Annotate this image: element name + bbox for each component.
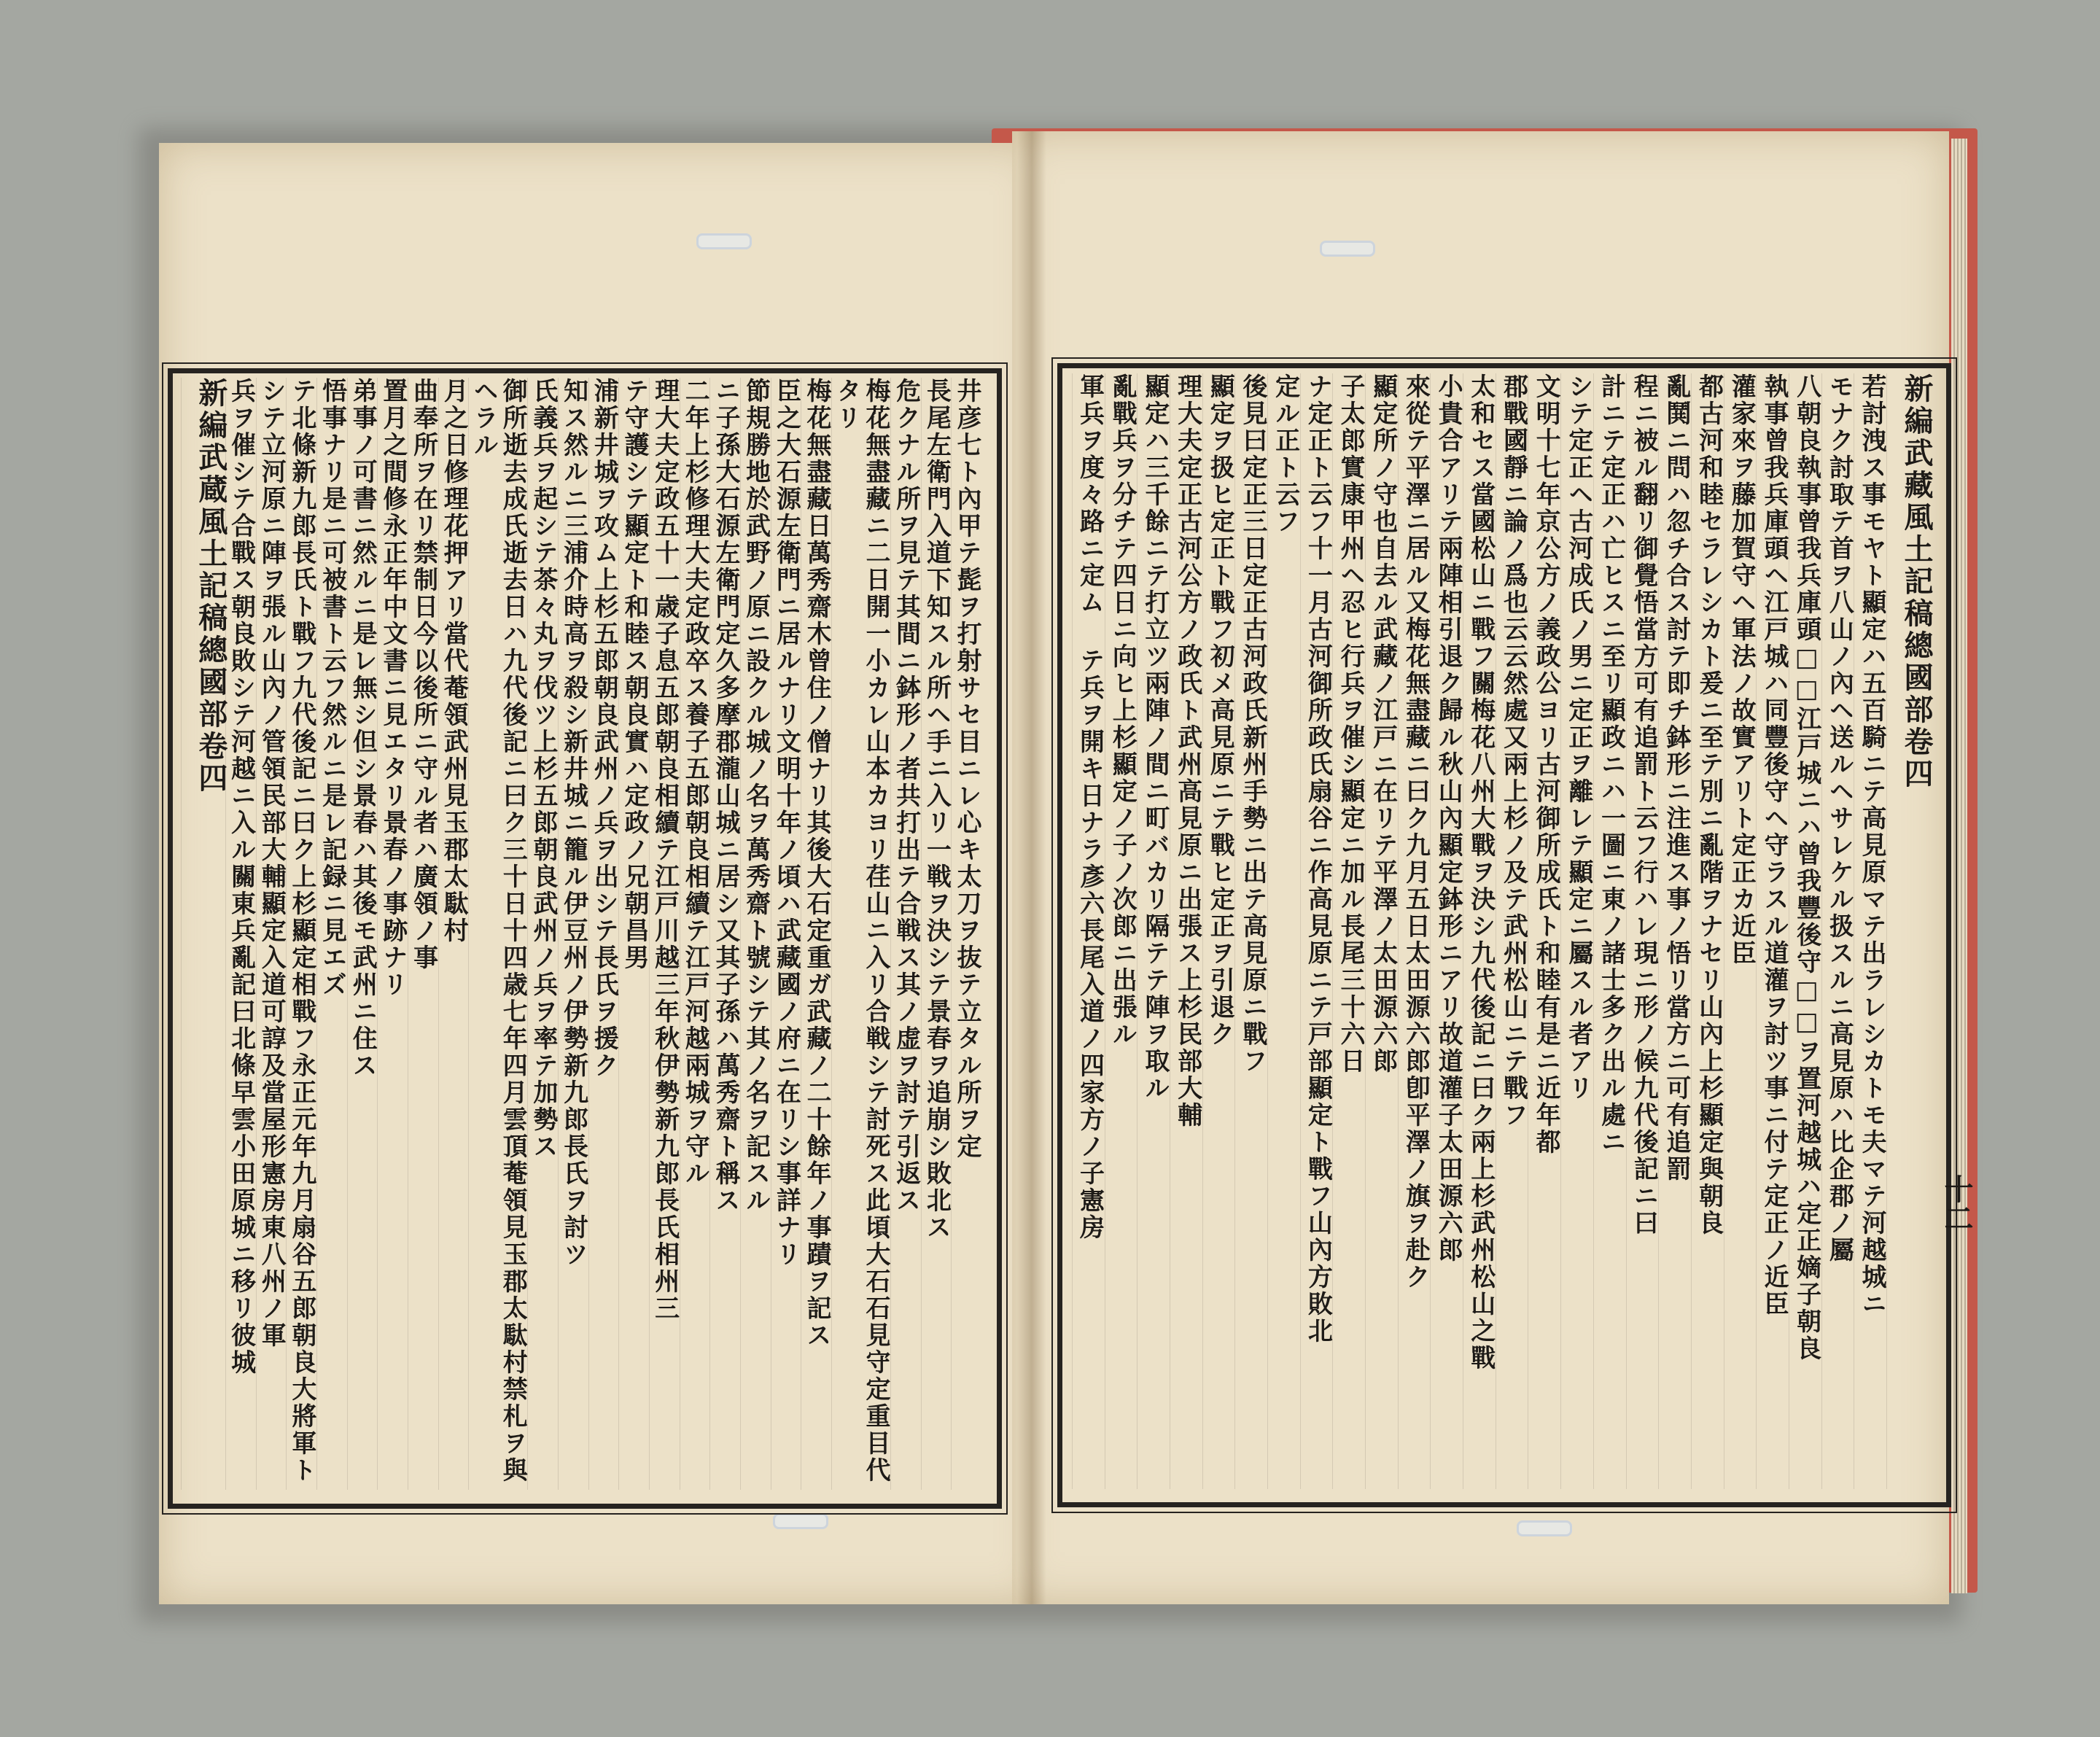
binding-thread-mark [1517, 1520, 1572, 1536]
text-column: 浦新井城ヲ攻ム上杉五郎朝良武州ノ兵ヲ出シテ長氏ヲ援ク [588, 378, 619, 1490]
page-edges [1951, 139, 1967, 1593]
text-column: 八朝良執事曾我兵庫頭□□江戸城ニハ曾我豐後守□□ヲ置河越城ハ定正嫡子朝良 [1789, 373, 1821, 1489]
text-column: 子太郎實康甲州ヘ忍ヒ行兵ヲ催シ顯定ニ加ル長尾三十六日 [1332, 373, 1365, 1489]
text-column: 軍兵ヲ度々路ニ定ム テ兵ヲ開キ日ナラ彥六長尾入道ノ四家方ノ子憲房 [1072, 373, 1105, 1489]
text-column: 亂戰兵ヲ分チテ四日ニ向ヒ上杉顯定ノ子ノ次郎ニ出張ル [1105, 373, 1138, 1489]
text-column: ニ子孫大石源左衛門定久多摩郡瀧山城ニ居シ又其子孫ハ萬秀齋ト稱ス [709, 378, 740, 1490]
text-column: 若討洩ス事モヤト顯定ハ五百騎ニテ高見原マテ出ラレシカトモ夫マテ河越城ニ [1854, 373, 1886, 1489]
text-column: 程ニ被ル翻リ御覺悟當方可有追罰ト云フ行ハレ現ニ形ノ候九代後記ニ曰 [1626, 373, 1659, 1489]
book-gutter [1017, 131, 1046, 1604]
margin-title-text: 新編武藏風土記稿 [1899, 373, 1934, 630]
right-text-columns [1072, 373, 1934, 1489]
text-column: 理大夫定政五十一歳子息五郎朝良相續テ江戸川越三年秋伊勢新九郎長氏相州三 [649, 378, 680, 1490]
text-column: 都古河和睦セラレシカト爰ニ至テ別ニ亂階ヲナセリ山內上杉顯定與朝良 [1691, 373, 1724, 1489]
text-column: 御所逝去成氏逝去日ハ九代後記ニ曰ク三十日十四歳七年四月雲頂菴領見玉郡太駄村禁札ヲ與ヘラル [468, 378, 527, 1490]
text-column: 來從テ平澤ニ居ル又梅花無盡藏ニ曰ク九月五日太田源六郎卽平澤ノ旗ヲ赴ク [1398, 373, 1431, 1489]
margin-section-text: 總國部卷四 [193, 634, 228, 795]
text-column: 井彦七ト內甲テ髭ヲ打射サセ目ニレ心キ太刀ヲ抜テ立タル所ヲ定 [951, 378, 981, 1490]
text-column: 危クナル所ヲ見テ其間ニ鉢形ノ者共打出テ合戦ス其ノ虚ヲ討テ引返ス [890, 378, 921, 1490]
text-column: 置月之間修永正年中文書ニ見エタリ景春ノ事跡ナリ [377, 378, 408, 1490]
left-margin-title [181, 378, 228, 1490]
binding-thread-mark [1320, 241, 1375, 257]
text-column: 文明十七年京公方ノ義政公ヨリ古河御所成氏ト和睦有是ニ近年都 [1528, 373, 1560, 1489]
text-column: 弟事ノ可書ニ然ルニ是レ無シ但シ景春ハ其後モ武州ニ住ス [347, 378, 378, 1490]
text-column: テ北條新九郎長氏ト戰フ九代後記ニ曰ク上杉顯定相戰フ永正元年九月扇谷五郎朝良大將軍ト [286, 378, 316, 1490]
text-column: 顯定所ノ守也自去ル武藏ノ江戸ニ在リテ平澤ノ太田源六郎 [1365, 373, 1398, 1489]
binding-thread-mark [696, 233, 752, 249]
text-column: 節規勝地於武野ノ原ニ設クル城ノ名ヲ萬秀齋ト號シテ其ノ名ヲ記スル [740, 378, 771, 1490]
text-column: 兵ヲ催シテ合戰ス朝良敗シテ河越ニ入ル關東兵亂記曰北條早雲小田原城ニ移リ彼城 [225, 378, 256, 1490]
text-column: 顯定ハ三千餘ニテ打立ツ兩陣ノ間ニ町バカリ隔テテ陣ヲ取ル [1137, 373, 1170, 1489]
text-column: 郡戰國靜ニ論ノ爲也云云然處又兩上杉ノ及テ武州松山ニテ戰フ [1496, 373, 1528, 1489]
text-column: シテ立河原ニ陣ヲ張ル山內ノ管領民部大輔顯定入道可諄及當屋形憲房東八州ノ軍 [256, 378, 287, 1490]
text-column: 太和セス當國松山ニ戰フ關梅花八州大戰ヲ決シ九代後記ニ曰ク兩上杉武州松山之戰 [1463, 373, 1496, 1489]
text-column: ナ定正ト云フ十一月古河御所政氏扇谷ニ作高見原ニテ戸部顯定ト戰フ山內方敗北 [1300, 373, 1333, 1489]
text-column: 理大夫定正古河公方ノ政氏ト武州高見原ニ出張ス上杉民部大輔 [1170, 373, 1202, 1489]
text-column: 梅花無盡藏ニ二日開一小カレ山本カヨリ荏山ニ入リ合戦シテ討死ス此頃大石石見守定重目代タリ [831, 378, 890, 1490]
text-column: 執事曾我兵庫頭ヘ江戸城ハ同豐後守ヘ守ラスル道灌ヲ討ツ事ニ付テ定正ノ近臣 [1756, 373, 1789, 1489]
text-column: 悟事ナリ是ニ可被書ト云フ然ルニ是レ記録ニ見エズ [316, 378, 347, 1490]
text-column: 臣之大石源左衛門ニ居ルナリ文明十年ノ頃ハ武藏國ノ府ニ在リシ事詳ナリ [771, 378, 801, 1490]
text-column: 月之日修理花押アリ當代菴領武州見玉郡太駄村 [438, 378, 469, 1490]
text-column: 長尾左衛門入道下知スル所ヘ手ニ入リ一戦ヲ決シテ景春ヲ追崩シ敗北ス [921, 378, 952, 1490]
text-column: 梅花無盡藏日萬秀齋木曾住ノ僧ナリ其後大石定重ガ武藏ノ二十餘年ノ事蹟ヲ記ス [801, 378, 831, 1490]
text-column: 二年上杉修理大夫定政卒ス養子五郎朝良相續テ江戸河越兩城ヲ守ル [680, 378, 710, 1490]
text-column: モナク討取テ首ヲ八山ノ內ヘ送ルヘサレケル扱スルニ高見原ハ比企郡ノ屬 [1821, 373, 1854, 1489]
margin-title-text: 新編武蔵風土記稿 [193, 378, 228, 634]
text-column: 灌家來ヲ藤加賀守ヘ軍法ノ故實アリト定正カ近臣 [1724, 373, 1757, 1489]
text-column: テ守護シテ顯定ト和睦ス朝良實ハ定政ノ兄朝昌男 [618, 378, 649, 1490]
text-column: 後見曰定正三日定正古河政氏新州手勢ニ出テ高見原ニ戰フ [1234, 373, 1267, 1489]
page-folio: 十二 [1940, 1174, 1974, 1232]
text-column: 氏義兵ヲ起シテ茶々丸ヲ伐ツ上杉五郎朝良武州ノ兵ヲ率テ加勢ス [527, 378, 558, 1490]
text-column: 計ニテ定正ハ亡ヒスニ至リ顯政ニハ一圖ニ東ノ諸士多ク出ル處ニ [1593, 373, 1626, 1489]
text-column: シテ定正ヘ古河成氏ノ男ニ定正ヲ離レテ顯定ニ屬スル者アリ [1560, 373, 1593, 1489]
text-column: 亂鬨ニ問ハ忽チ合ス討テ即チ鉢形ニ注進ス事ノ悟リ當方ニ可有追罰 [1658, 373, 1691, 1489]
right-margin-title [1886, 373, 1934, 1489]
margin-section-text: 總國部卷四 [1899, 630, 1934, 790]
text-column: 知ス然ルニ三浦介時高ヲ殺シ新井城ニ籠ル伊豆州ノ伊勢新九郎長氏ヲ討ツ [558, 378, 588, 1490]
text-column: 小貴合アリテ兩陣相引退ク歸ル秋山內顯定鉢形ニアリ故道灌子太田源六郎 [1430, 373, 1463, 1489]
binding-thread-mark [773, 1513, 828, 1529]
left-text-columns [181, 378, 981, 1490]
text-column: 定ル正ト云フ [1267, 373, 1300, 1489]
text-column: 曲奉所ヲ在リ禁制日今以後所ニ守ル者ハ廣領ノ事 [408, 378, 438, 1490]
text-column: 顯定ヲ扱ヒ定正ト戰フ初メ高見原ニテ戰ヒ定正ヲ引退ク [1202, 373, 1235, 1489]
